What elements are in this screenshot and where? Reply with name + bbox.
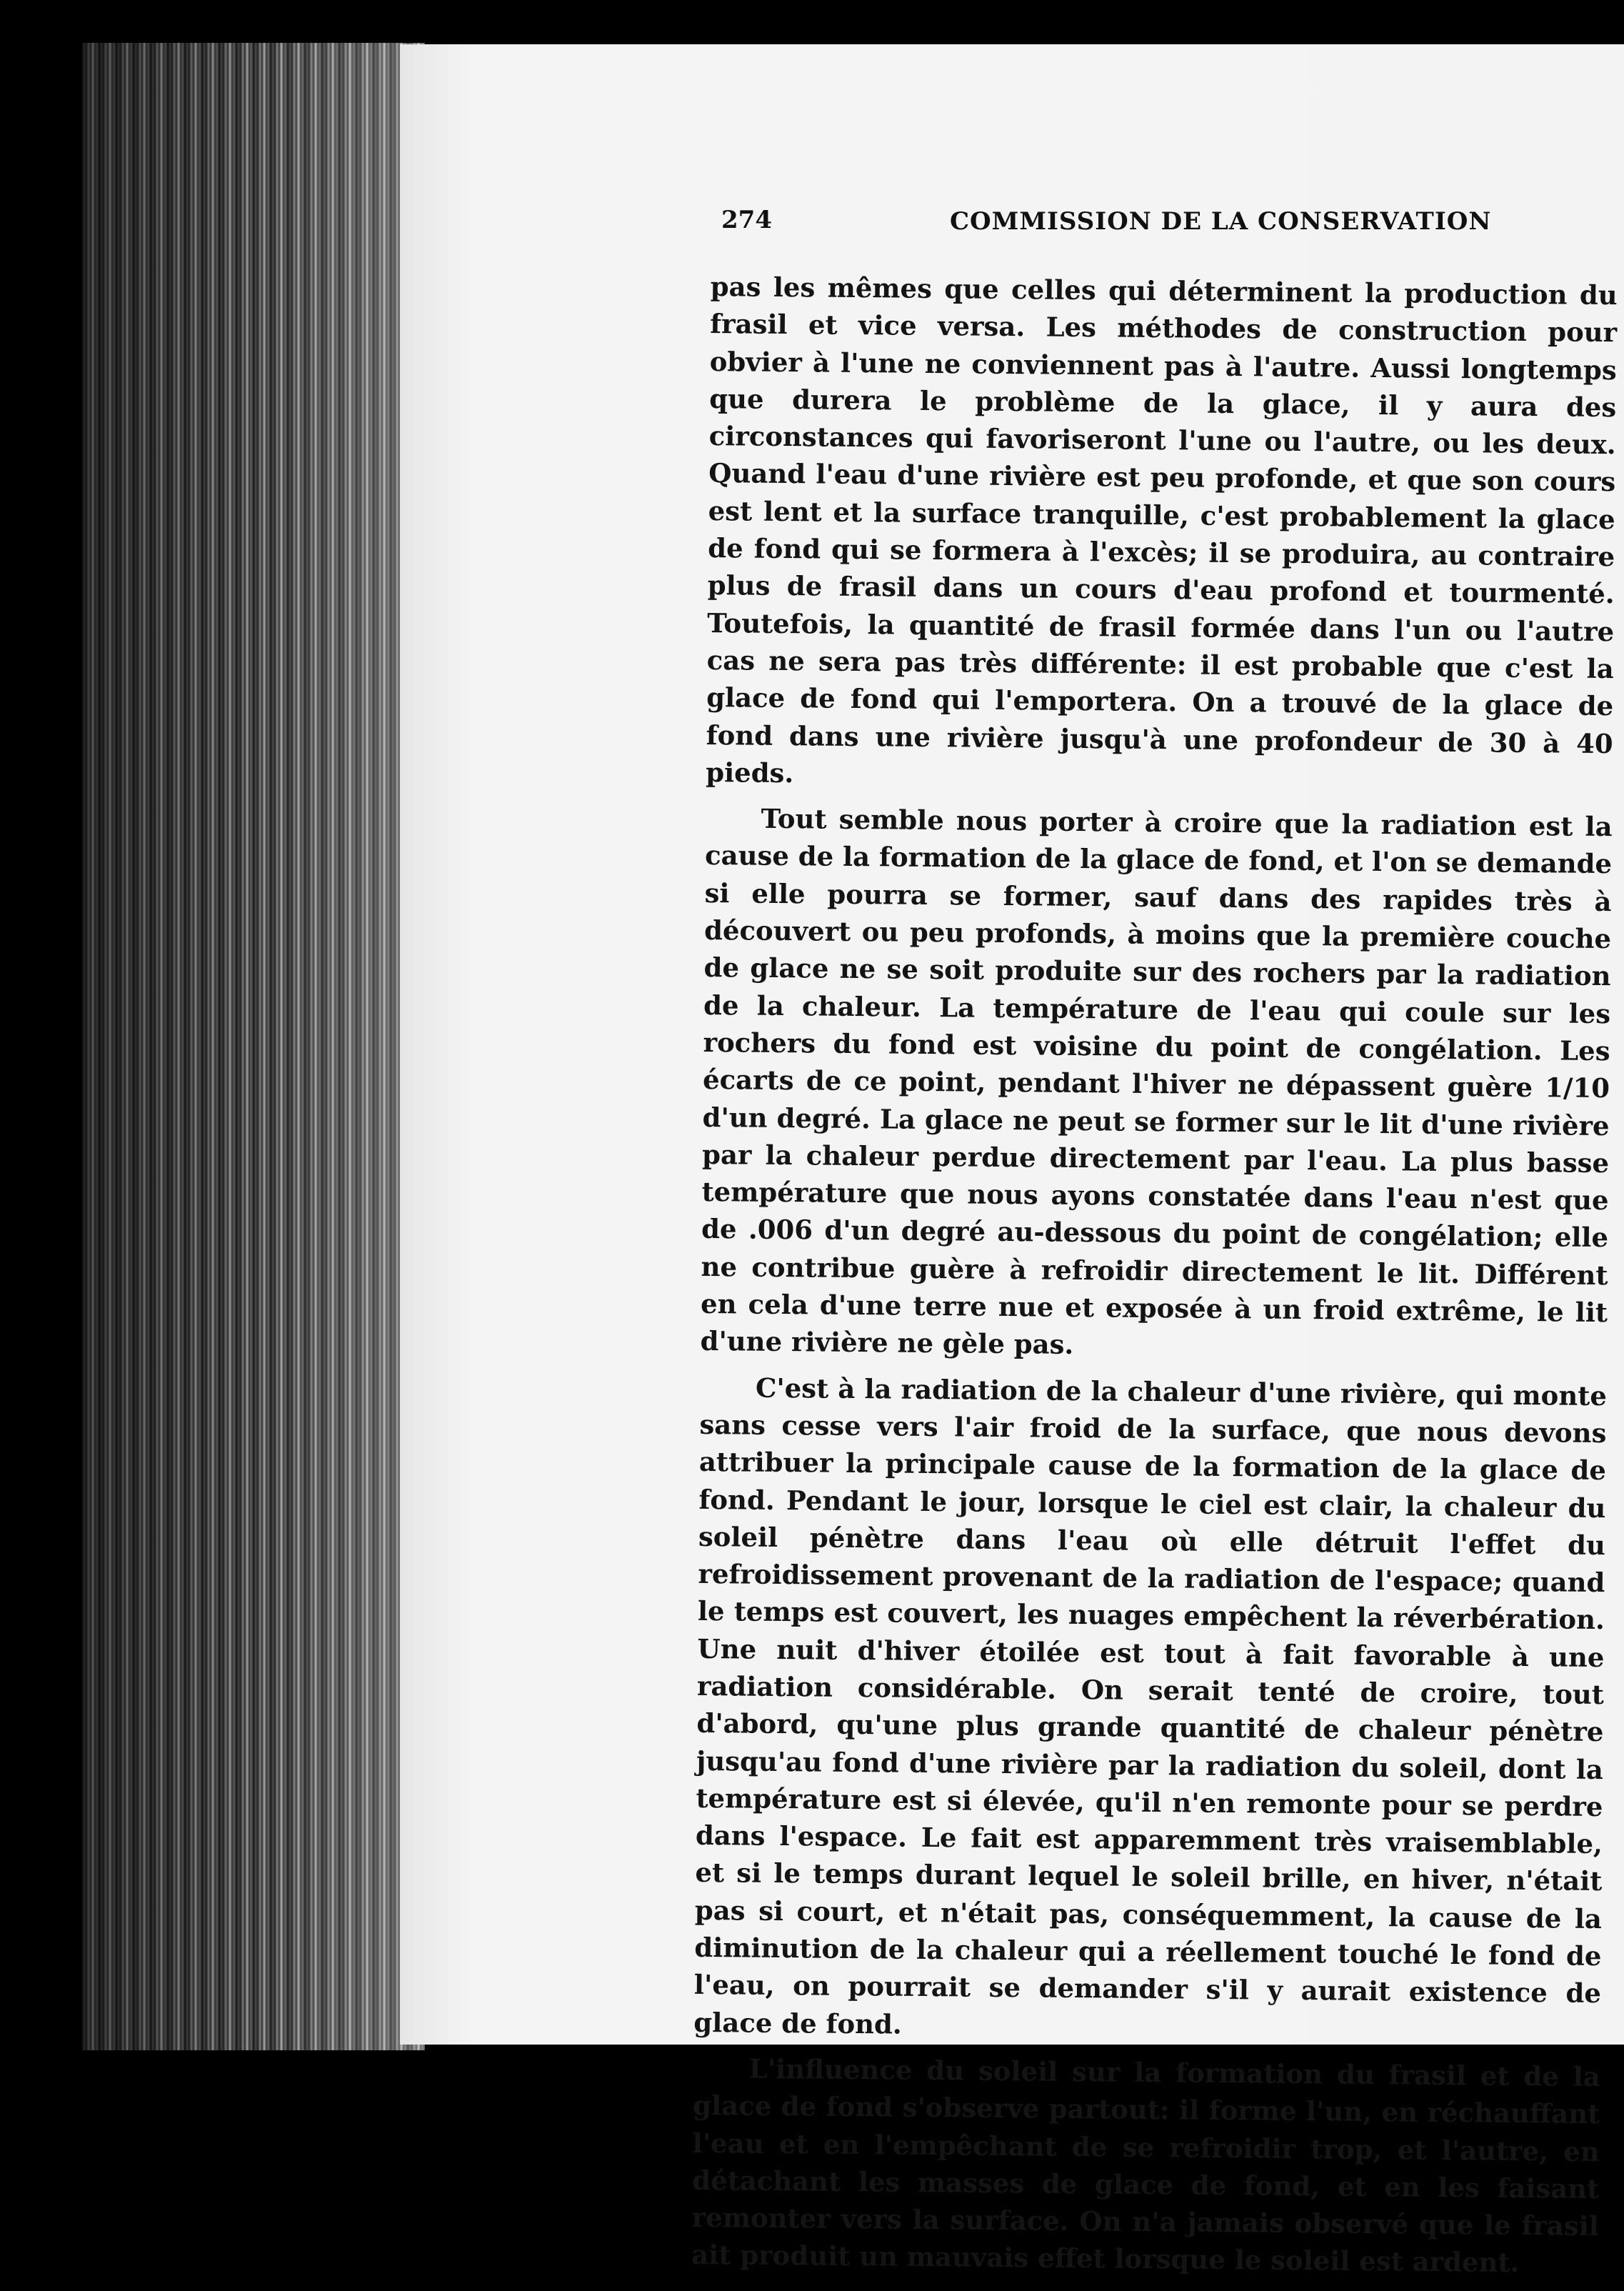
body-text xyxy=(691,268,1618,2291)
running-head-title: COMMISSION DE LA CONSERVATION xyxy=(950,207,1492,236)
paragraph-3: C'est à la radiation de la chaleur d'une rivière, qui monte sans cesse vers l'air froid de la surface, que nous devons attribuer la principale cause de la formation de la glace de fond. Pendant le jour, lorsque le ciel est clair, la chaleur du soleil pénètre dans l'eau où elle détruit l'effet du refroidissement provenant de la radiation de l'espace; quand le temps est couvert, les nuages empêchent la réverbération. Une nuit d'hiver étoilée est tout à fait favorable à une radiation considérable. On serait tenté de croire, tout d'abord, qu'une plus grande quantité de chaleur pénètre jusqu'au fond d'une rivière par la radiation du soleil, dont la température est si élevée, qu'il n'en remonte pour se perdre dans l'espace. Le fait est apparemment très vraisemblable, et si le temps durant lequel le soleil brille, en hiver, n'était pas si court, et n'était pas, conséquemment, la cause de la diminution de la chaleur qui a réellement touché le fond de l'eau, on pourrait se demander s'il y aurait existence de glace de fond. xyxy=(693,1372,1608,2040)
paragraph-2: Tout semble nous porter à croire que la radiation est la cause de la formation de la glace de fond, et l'on se demande si elle pourra se former, sauf dans des rapides très à découvert ou peu profonds, à moins que la première couche de glace ne se soit produite sur des rochers par la radiation de la chaleur. La température de l'eau qui coule sur les rochers du fond est voisine du point de congélation. Les écarts de ce point, pendant l'hiver ne dépassent guère 1/10 d'un degré. La glace ne peut se former sur le lit d'une rivière par la chaleur perdue directement par l'eau. La plus basse température que nous ayons constatée dans l'eau n'est que de .006 d'un degré au-dessous du point de congélation; elle ne contribue guère à refroidir directement le lit. Différent en cela d'une terre nue et exposée à un froid extrême, le lit d'une rivière ne gèle pas. xyxy=(700,802,1613,1361)
running-head xyxy=(721,206,1614,249)
paragraph-1: pas les mêmes que celles qui déterminent la production du frasil et vice versa. Les méthodes de construction pour obvier à l'une ne conviennent pas à l'autre. Aussi longtemps que durera le problème de la glace, il y aura des circonstances qui favoriseront l'une ou l'autre, ou les deux. Quand l'eau d'une rivière est peu profonde, et que son cours est lent et la surface tranquille, c'est probablement la glace de fond qui se formera à l'excès; il se produira, au contraire plus de frasil dans un cours d'eau profond et tourmenté. Toutefois, la quantité de frasil formée dans l'un ou l'autre cas ne sera pas très différente: il est probable que c'est la glace de fond qui l'emportera. On a trouvé de la glace de fond dans une rivière jusqu'à une profondeur de 30 à 40 pieds. xyxy=(706,270,1618,789)
page-number: 274 xyxy=(721,206,772,234)
paragraph-4: L'influence du soleil sur la formation du frasil et de la glace de fond s'observe partout: il forme l'un, en réchauffant l'eau et en l'empêchant de se refroidir trop, et l'autre, en détachant les masses de glace de fond, et en les faisant remonter vers la surface. On n'a jamais observé que le frasil ait produit un mauvais effet lorsque le soleil est ardent. xyxy=(691,2052,1600,2279)
book-page-edges xyxy=(82,43,425,2050)
